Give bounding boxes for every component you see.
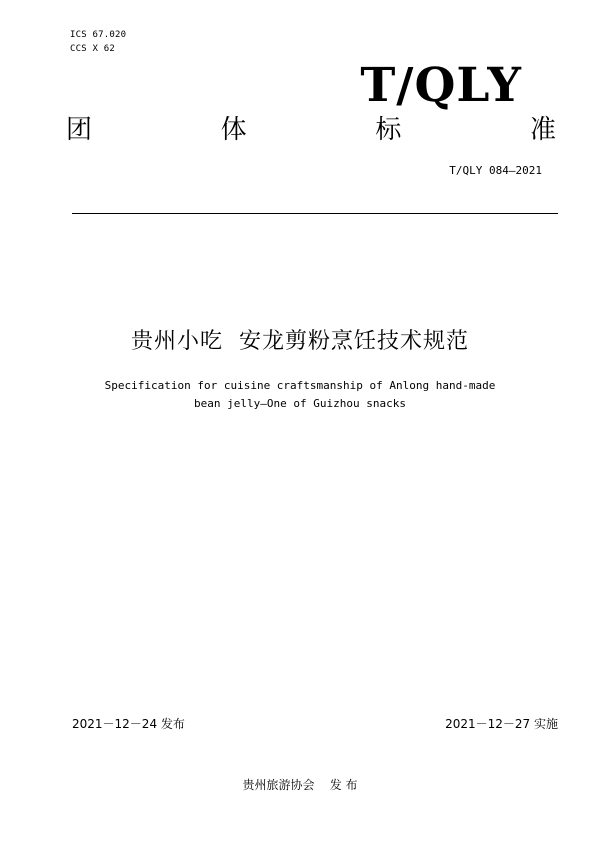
document-number: T/QLY 084—2021 <box>449 164 542 177</box>
ics-code: ICS 67.020 <box>70 30 127 40</box>
effective-date: 2021－12－27 实施 <box>445 717 558 731</box>
english-title-line: bean jelly—One of Guizhou snacks <box>194 397 406 410</box>
header-divider <box>72 213 558 214</box>
english-title-line: Specification for cuisine craftsmanship of Anlong hand-made <box>104 379 496 392</box>
standard-type-heading <box>66 113 556 147</box>
publisher-line: 贵州旅游协会 发 布 <box>242 778 358 792</box>
standard-type-char: 体 <box>220 115 247 145</box>
classification-codes <box>70 28 126 56</box>
issue-date: 2021－12－24 发布 <box>72 717 185 731</box>
standard-type-char: 准 <box>529 115 556 145</box>
english-title <box>0 377 600 413</box>
organization-code-logo: T/QLY <box>360 58 522 113</box>
chinese-title: 贵州小吃 安龙剪粉烹饪技术规范 <box>131 329 469 354</box>
standard-type-char: 团 <box>66 115 93 145</box>
ccs-code: CCS X 62 <box>70 44 115 54</box>
standard-type-char: 标 <box>375 115 402 145</box>
